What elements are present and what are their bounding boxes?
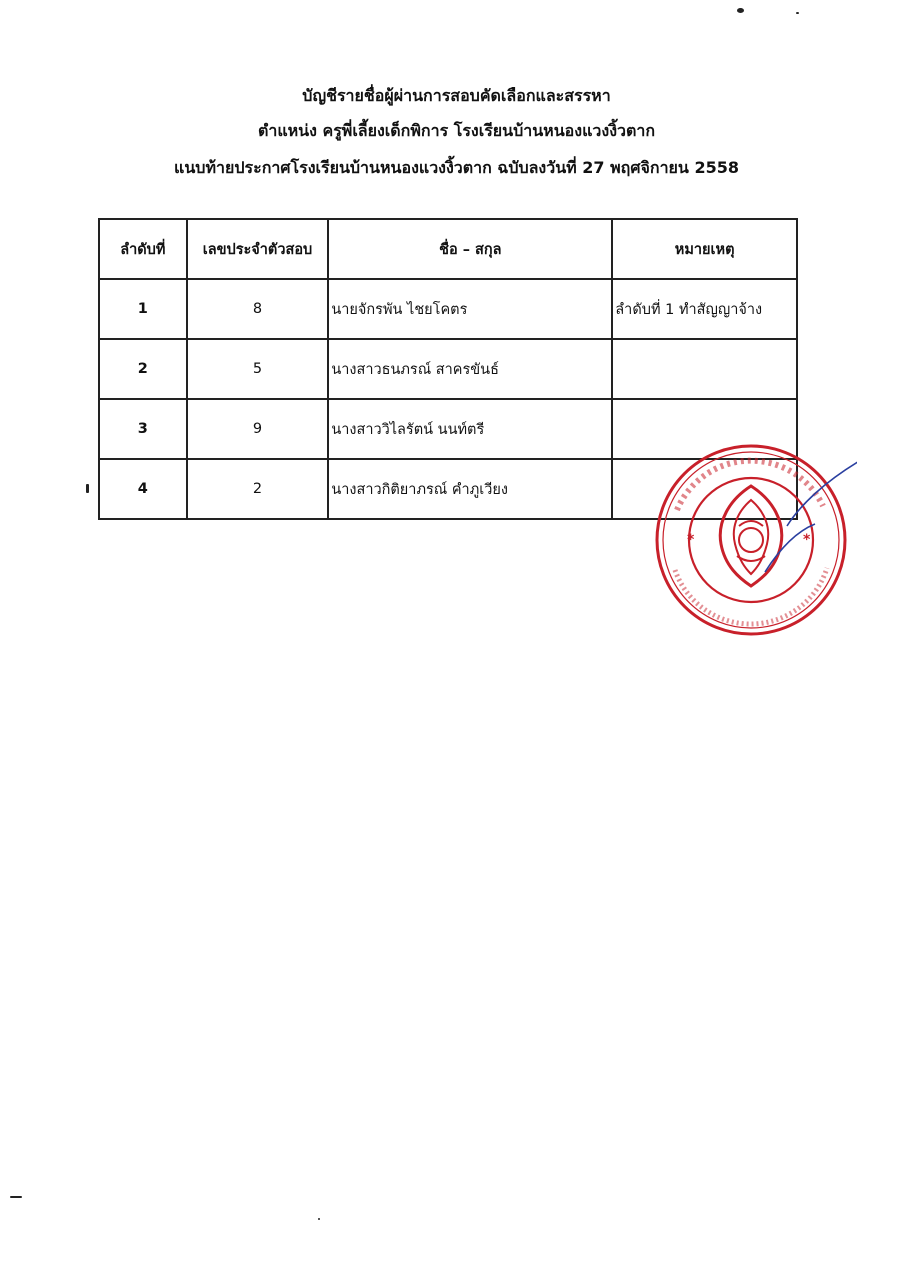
cell-full-name: นางสาวกิติยาภรณ์ คำภูเวียง [328, 459, 612, 519]
candidate-table [98, 218, 798, 520]
document-position-line: ตำแหน่ง ครูพี่เลี้ยงเด็กพิการ โรงเรียนบ้านหนองแวงงิ้วตาก [257, 121, 656, 140]
cell-exam-number: 2 [187, 459, 329, 519]
document-annex-line: แนบท้ายประกาศโรงเรียนบ้านหนองแวงงิ้วตาก ฉบับลงวันที่ 27 พฤศจิกายน 2558 [174, 158, 739, 177]
cell-exam-number: 5 [187, 339, 329, 399]
scan-speck [737, 8, 744, 13]
cell-order: 3 [99, 399, 187, 459]
cell-remark [612, 399, 797, 459]
cell-exam-number: 9 [187, 399, 329, 459]
header-order: ลำดับที่ [99, 219, 187, 279]
scan-speck [318, 1218, 320, 1220]
table-row [99, 339, 797, 399]
header-exam-number: เลขประจำตัวสอบ [187, 219, 329, 279]
cell-remark: ลำดับที่ 1 ทำสัญญาจ้าง [612, 279, 797, 339]
svg-text:*: * [687, 532, 695, 548]
cell-order: 4 [99, 459, 187, 519]
cell-full-name: นางสาวธนภรณ์ สาครขันธ์ [328, 339, 612, 399]
header-remark: หมายเหตุ [612, 219, 797, 279]
table-row [99, 279, 797, 339]
cell-order: 1 [99, 279, 187, 339]
scan-speck [86, 484, 89, 493]
cell-full-name: นางสาววิไลรัตน์ นนท์ตรี [328, 399, 612, 459]
scan-speck [10, 1196, 22, 1198]
cell-order: 2 [99, 339, 187, 399]
table-header-row [99, 219, 797, 279]
cell-remark [612, 459, 797, 519]
document-title: บัญชีรายชื่อผู้ผ่านการสอบคัดเลือกและสรรหา [302, 86, 611, 105]
scan-speck [796, 12, 799, 14]
cell-exam-number: 8 [187, 279, 329, 339]
header-full-name: ชื่อ – สกุล [328, 219, 612, 279]
table-row [99, 459, 797, 519]
cell-full-name: นายจักรพัน ไชยโคตร [328, 279, 612, 339]
table-row [99, 399, 797, 459]
svg-text:*: * [803, 532, 811, 548]
cell-remark [612, 339, 797, 399]
